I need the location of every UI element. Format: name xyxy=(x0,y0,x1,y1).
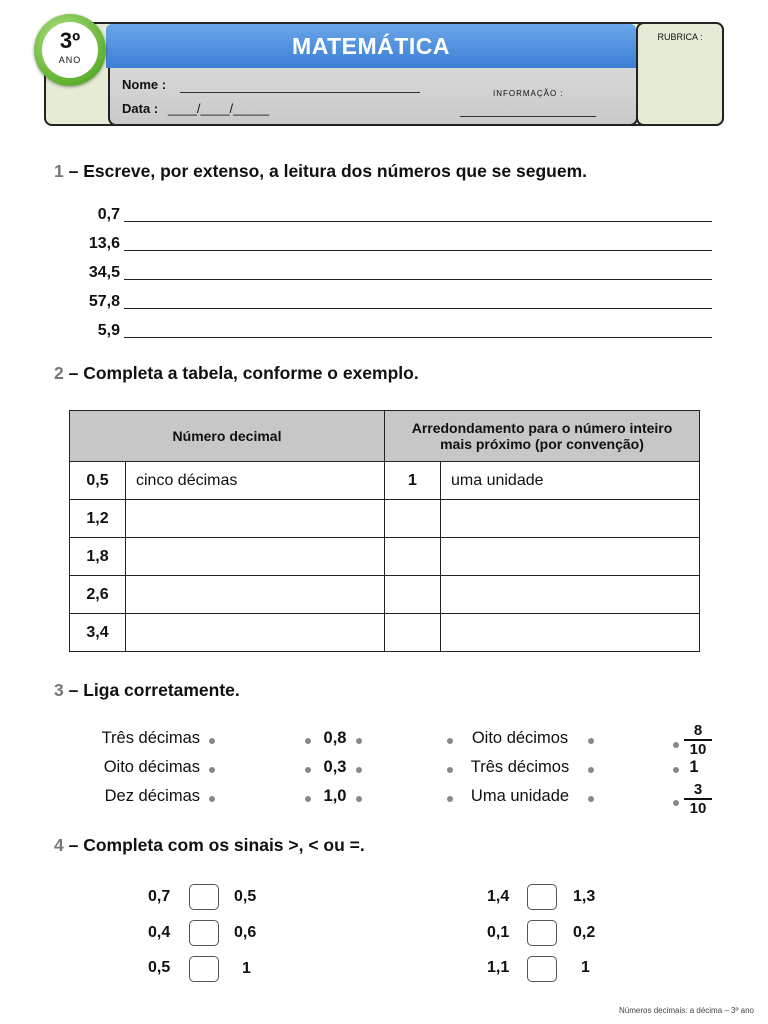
question-2-title xyxy=(54,363,419,384)
match-dot[interactable] xyxy=(447,738,453,744)
question-1-number: 1 xyxy=(54,161,64,181)
rounded-cell: 1 xyxy=(385,462,441,500)
question-1-title xyxy=(54,161,587,182)
comparison-answer-box[interactable] xyxy=(189,884,219,910)
rounded-words-cell[interactable] xyxy=(441,538,700,576)
fraction-three-tenths xyxy=(684,782,712,816)
compare-left-value: 0,1 xyxy=(487,924,510,941)
q1-number-item: 0,7 xyxy=(97,206,120,223)
match-dot[interactable] xyxy=(356,738,362,744)
header-decimal: Número decimal xyxy=(70,411,385,462)
decimal-table xyxy=(69,410,700,652)
rounded-cell[interactable] xyxy=(385,500,441,538)
rounded-cell[interactable] xyxy=(385,614,441,652)
match-dot[interactable] xyxy=(209,767,215,773)
match-dot[interactable] xyxy=(588,767,594,773)
rounded-cell[interactable] xyxy=(385,576,441,614)
rounded-words-cell: uma unidade xyxy=(441,462,700,500)
table-header-row xyxy=(70,411,700,462)
rounded-cell[interactable] xyxy=(385,538,441,576)
match-dot[interactable] xyxy=(673,767,679,773)
table-row xyxy=(70,538,700,576)
question-4-number: 4 xyxy=(54,835,64,855)
match-dot[interactable] xyxy=(673,800,679,806)
question-2-number: 2 xyxy=(54,363,64,383)
match-dot[interactable] xyxy=(305,796,311,802)
match-dot[interactable] xyxy=(447,796,453,802)
data-field[interactable]: ____/____/_____ xyxy=(168,101,270,116)
comparison-answer-box[interactable] xyxy=(527,884,557,910)
question-2-text: – Completa a tabela, conforme o exemplo. xyxy=(68,363,419,383)
grade-number: 3º xyxy=(59,28,81,53)
words-cell[interactable] xyxy=(126,538,385,576)
question-3-text: – Liga corretamente. xyxy=(68,680,240,700)
compare-right-value: 0,6 xyxy=(234,924,257,941)
decimal-cell: 0,5 xyxy=(70,462,126,500)
compare-left-value: 1,4 xyxy=(487,888,510,905)
match-dot[interactable] xyxy=(305,738,311,744)
words-cell[interactable] xyxy=(126,500,385,538)
comparison-answer-box[interactable] xyxy=(527,956,557,982)
rounded-words-cell[interactable] xyxy=(441,614,700,652)
match-left-value: 0,3 xyxy=(323,758,347,776)
nome-field[interactable] xyxy=(180,92,420,93)
words-cell[interactable] xyxy=(126,576,385,614)
q1-answer-line[interactable] xyxy=(124,221,712,222)
comparison-answer-box[interactable] xyxy=(189,956,219,982)
question-1-text: – Escreve, por extenso, a leitura dos números que se seguem. xyxy=(68,161,588,181)
match-left-value: 1,0 xyxy=(323,787,347,805)
question-3-number: 3 xyxy=(54,680,64,700)
question-4-title xyxy=(54,835,365,856)
match-dot[interactable] xyxy=(588,738,594,744)
decimal-cell: 2,6 xyxy=(70,576,126,614)
decimal-cell: 3,4 xyxy=(70,614,126,652)
match-dot[interactable] xyxy=(209,796,215,802)
fraction-eight-tenths xyxy=(684,723,712,757)
rubrica-label: RUBRICA : xyxy=(657,32,703,42)
question-4-text: – Completa com os sinais >, < ou =. xyxy=(68,835,365,855)
match-dot[interactable] xyxy=(305,767,311,773)
comparison-answer-box[interactable] xyxy=(527,920,557,946)
match-dot[interactable] xyxy=(447,767,453,773)
words-cell[interactable] xyxy=(126,614,385,652)
table-row xyxy=(70,462,700,500)
q1-answer-line[interactable] xyxy=(124,308,712,309)
table-row xyxy=(70,576,700,614)
match-right-word: Uma unidade xyxy=(470,787,570,805)
compare-right-value: 1 xyxy=(581,959,590,976)
page-footer: Números decimais: a décima – 3º ano xyxy=(619,1006,754,1015)
fraction-denominator: 10 xyxy=(689,741,707,758)
data-label: Data : xyxy=(122,101,159,116)
q1-number-item: 5,9 xyxy=(97,322,120,339)
match-dot[interactable] xyxy=(209,738,215,744)
match-right-value: 1 xyxy=(689,758,699,776)
q1-number-item: 13,6 xyxy=(88,235,120,252)
question-3-title xyxy=(54,680,240,701)
match-dot[interactable] xyxy=(673,742,679,748)
fraction-numerator: 8 xyxy=(693,722,703,739)
match-left-word: Dez décimas xyxy=(104,787,200,805)
page-title: MATEMÁTICA xyxy=(292,33,450,59)
rounded-words-cell[interactable] xyxy=(441,576,700,614)
words-cell: cinco décimas xyxy=(126,462,385,500)
match-dot[interactable] xyxy=(356,767,362,773)
decimal-cell: 1,8 xyxy=(70,538,126,576)
decimal-cell: 1,2 xyxy=(70,500,126,538)
table-row xyxy=(70,614,700,652)
compare-right-value: 0,2 xyxy=(573,924,596,941)
q1-answer-line[interactable] xyxy=(124,279,712,280)
match-left-word: Oito décimas xyxy=(103,758,200,776)
match-right-word: Três décimos xyxy=(470,758,570,776)
fraction-denominator: 10 xyxy=(689,800,707,817)
compare-right-value: 1,3 xyxy=(573,888,596,905)
table-row xyxy=(70,500,700,538)
comparison-answer-box[interactable] xyxy=(189,920,219,946)
informacao-label: INFORMAÇÃO : xyxy=(493,89,564,98)
compare-left-value: 0,5 xyxy=(148,959,171,976)
grade-ano-label: ANO xyxy=(58,55,82,65)
compare-left-value: 1,1 xyxy=(487,959,510,976)
match-left-value: 0,8 xyxy=(323,729,347,747)
compare-right-value: 0,5 xyxy=(234,888,257,905)
compare-left-value: 0,7 xyxy=(148,888,171,905)
fraction-numerator: 3 xyxy=(693,781,703,798)
q1-number-item: 34,5 xyxy=(88,264,120,281)
q1-number-item: 57,8 xyxy=(88,293,120,310)
match-left-word: Três décimas xyxy=(101,729,200,747)
informacao-field[interactable] xyxy=(460,116,596,117)
match-right-word: Oito décimos xyxy=(471,729,569,747)
compare-right-value: 1 xyxy=(242,960,251,977)
q1-answer-line[interactable] xyxy=(124,250,712,251)
header-rounding-text: Arredondamento para o número inteiro mais próximo (por convenção) xyxy=(411,420,673,452)
header-rounding xyxy=(385,411,700,462)
nome-label: Nome : xyxy=(122,77,167,92)
match-dot[interactable] xyxy=(356,796,362,802)
match-dot[interactable] xyxy=(588,796,594,802)
rounded-words-cell[interactable] xyxy=(441,500,700,538)
compare-left-value: 0,4 xyxy=(148,924,171,941)
q1-answer-line[interactable] xyxy=(124,337,712,338)
